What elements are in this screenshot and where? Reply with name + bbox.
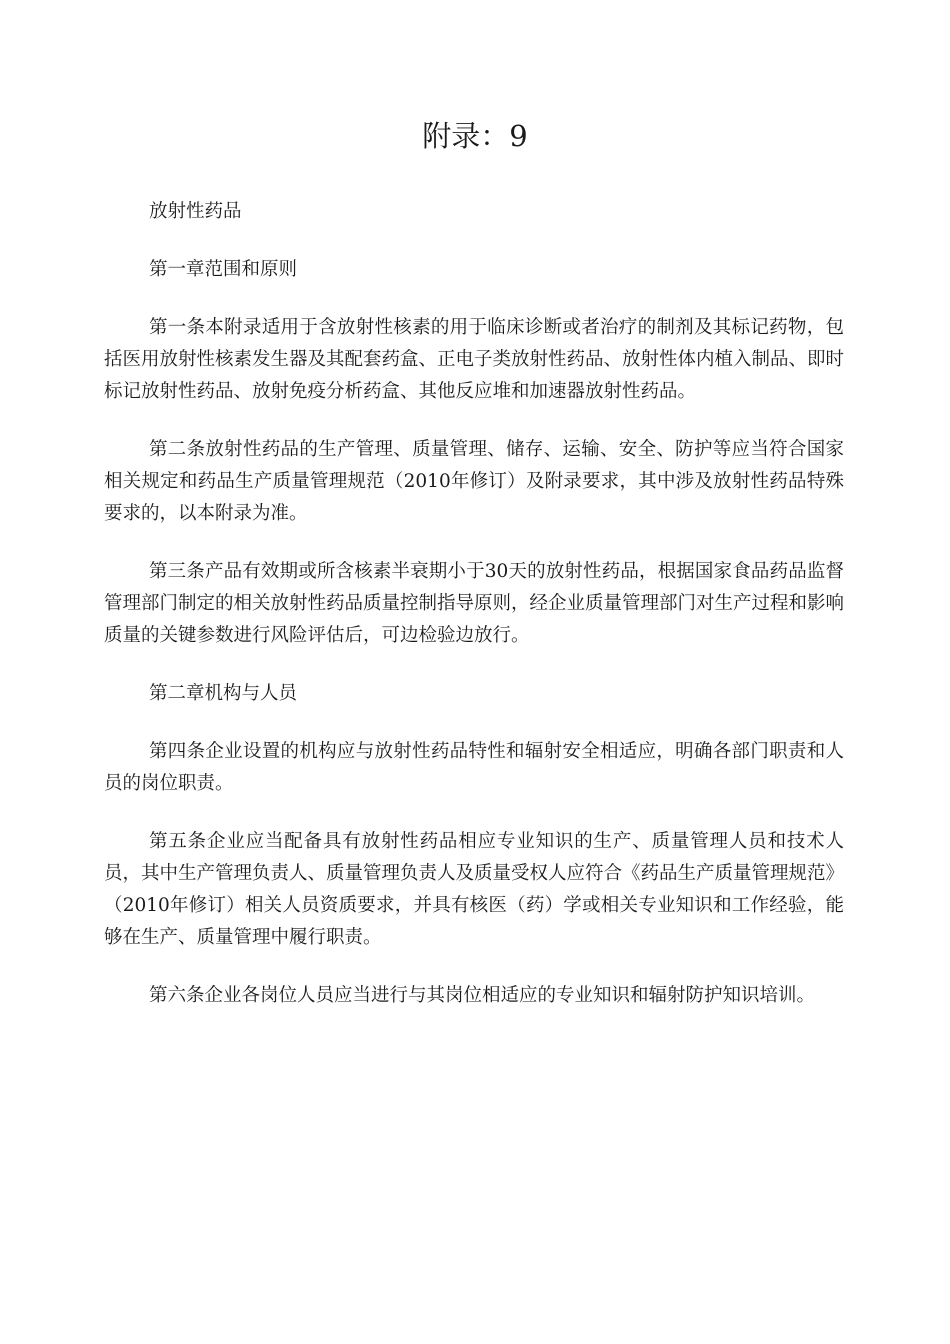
article-1: 第一条本附录适用于含放射性核素的用于临床诊断或者治疗的制剂及其标记药物，包括医用放射性核素发生器及其配套药盒、正电子类放射性药品、放射性体内植入制品、即时标记放射性药品、放射免疫分析药盒、其他反应堆和加速器放射性药品。: [104, 317, 845, 402]
document-title: 附录：9: [422, 119, 528, 153]
article-3: 第三条产品有效期或所含核素半衰期小于30天的放射性药品，根据国家食品药品监督管理部门制定的相关放射性药品质量控制指导原则，经企业质量管理部门对生产过程和影响质量的关键参数进行风险评估后，可边检验边放行。: [104, 561, 845, 646]
chapter-heading-2: 第二章机构与人员: [149, 683, 298, 704]
chapter-heading-1: 第一章范围和原则: [149, 259, 298, 280]
article-5: 第五条企业应当配备具有放射性药品相应专业知识的生产、质量管理人员和技术人员，其中生产管理负责人、质量管理负责人及质量受权人应符合《药品生产质量管理规范》（2010年修订）相关人员资质要求，并具有核医（药）学或相关专业知识和工作经验，能够在生产、质量管理中履行职责。: [104, 831, 845, 948]
document-body: [104, 196, 844, 1038]
article-4: 第四条企业设置的机构应与放射性药品特性和辐射安全相适应，明确各部门职责和人员的岗位职责。: [104, 741, 844, 794]
article-2: 第二条放射性药品的生产管理、质量管理、储存、运输、安全、防护等应当符合国家相关规定和药品生产质量管理规范（2010年修订）及附录要求，其中涉及放射性药品特殊要求的，以本附录为准。: [104, 439, 844, 524]
article-6: 第六条企业各岗位人员应当进行与其岗位相适应的专业知识和辐射防护知识培训。: [149, 985, 816, 1006]
section-title: 放射性药品: [149, 201, 242, 222]
